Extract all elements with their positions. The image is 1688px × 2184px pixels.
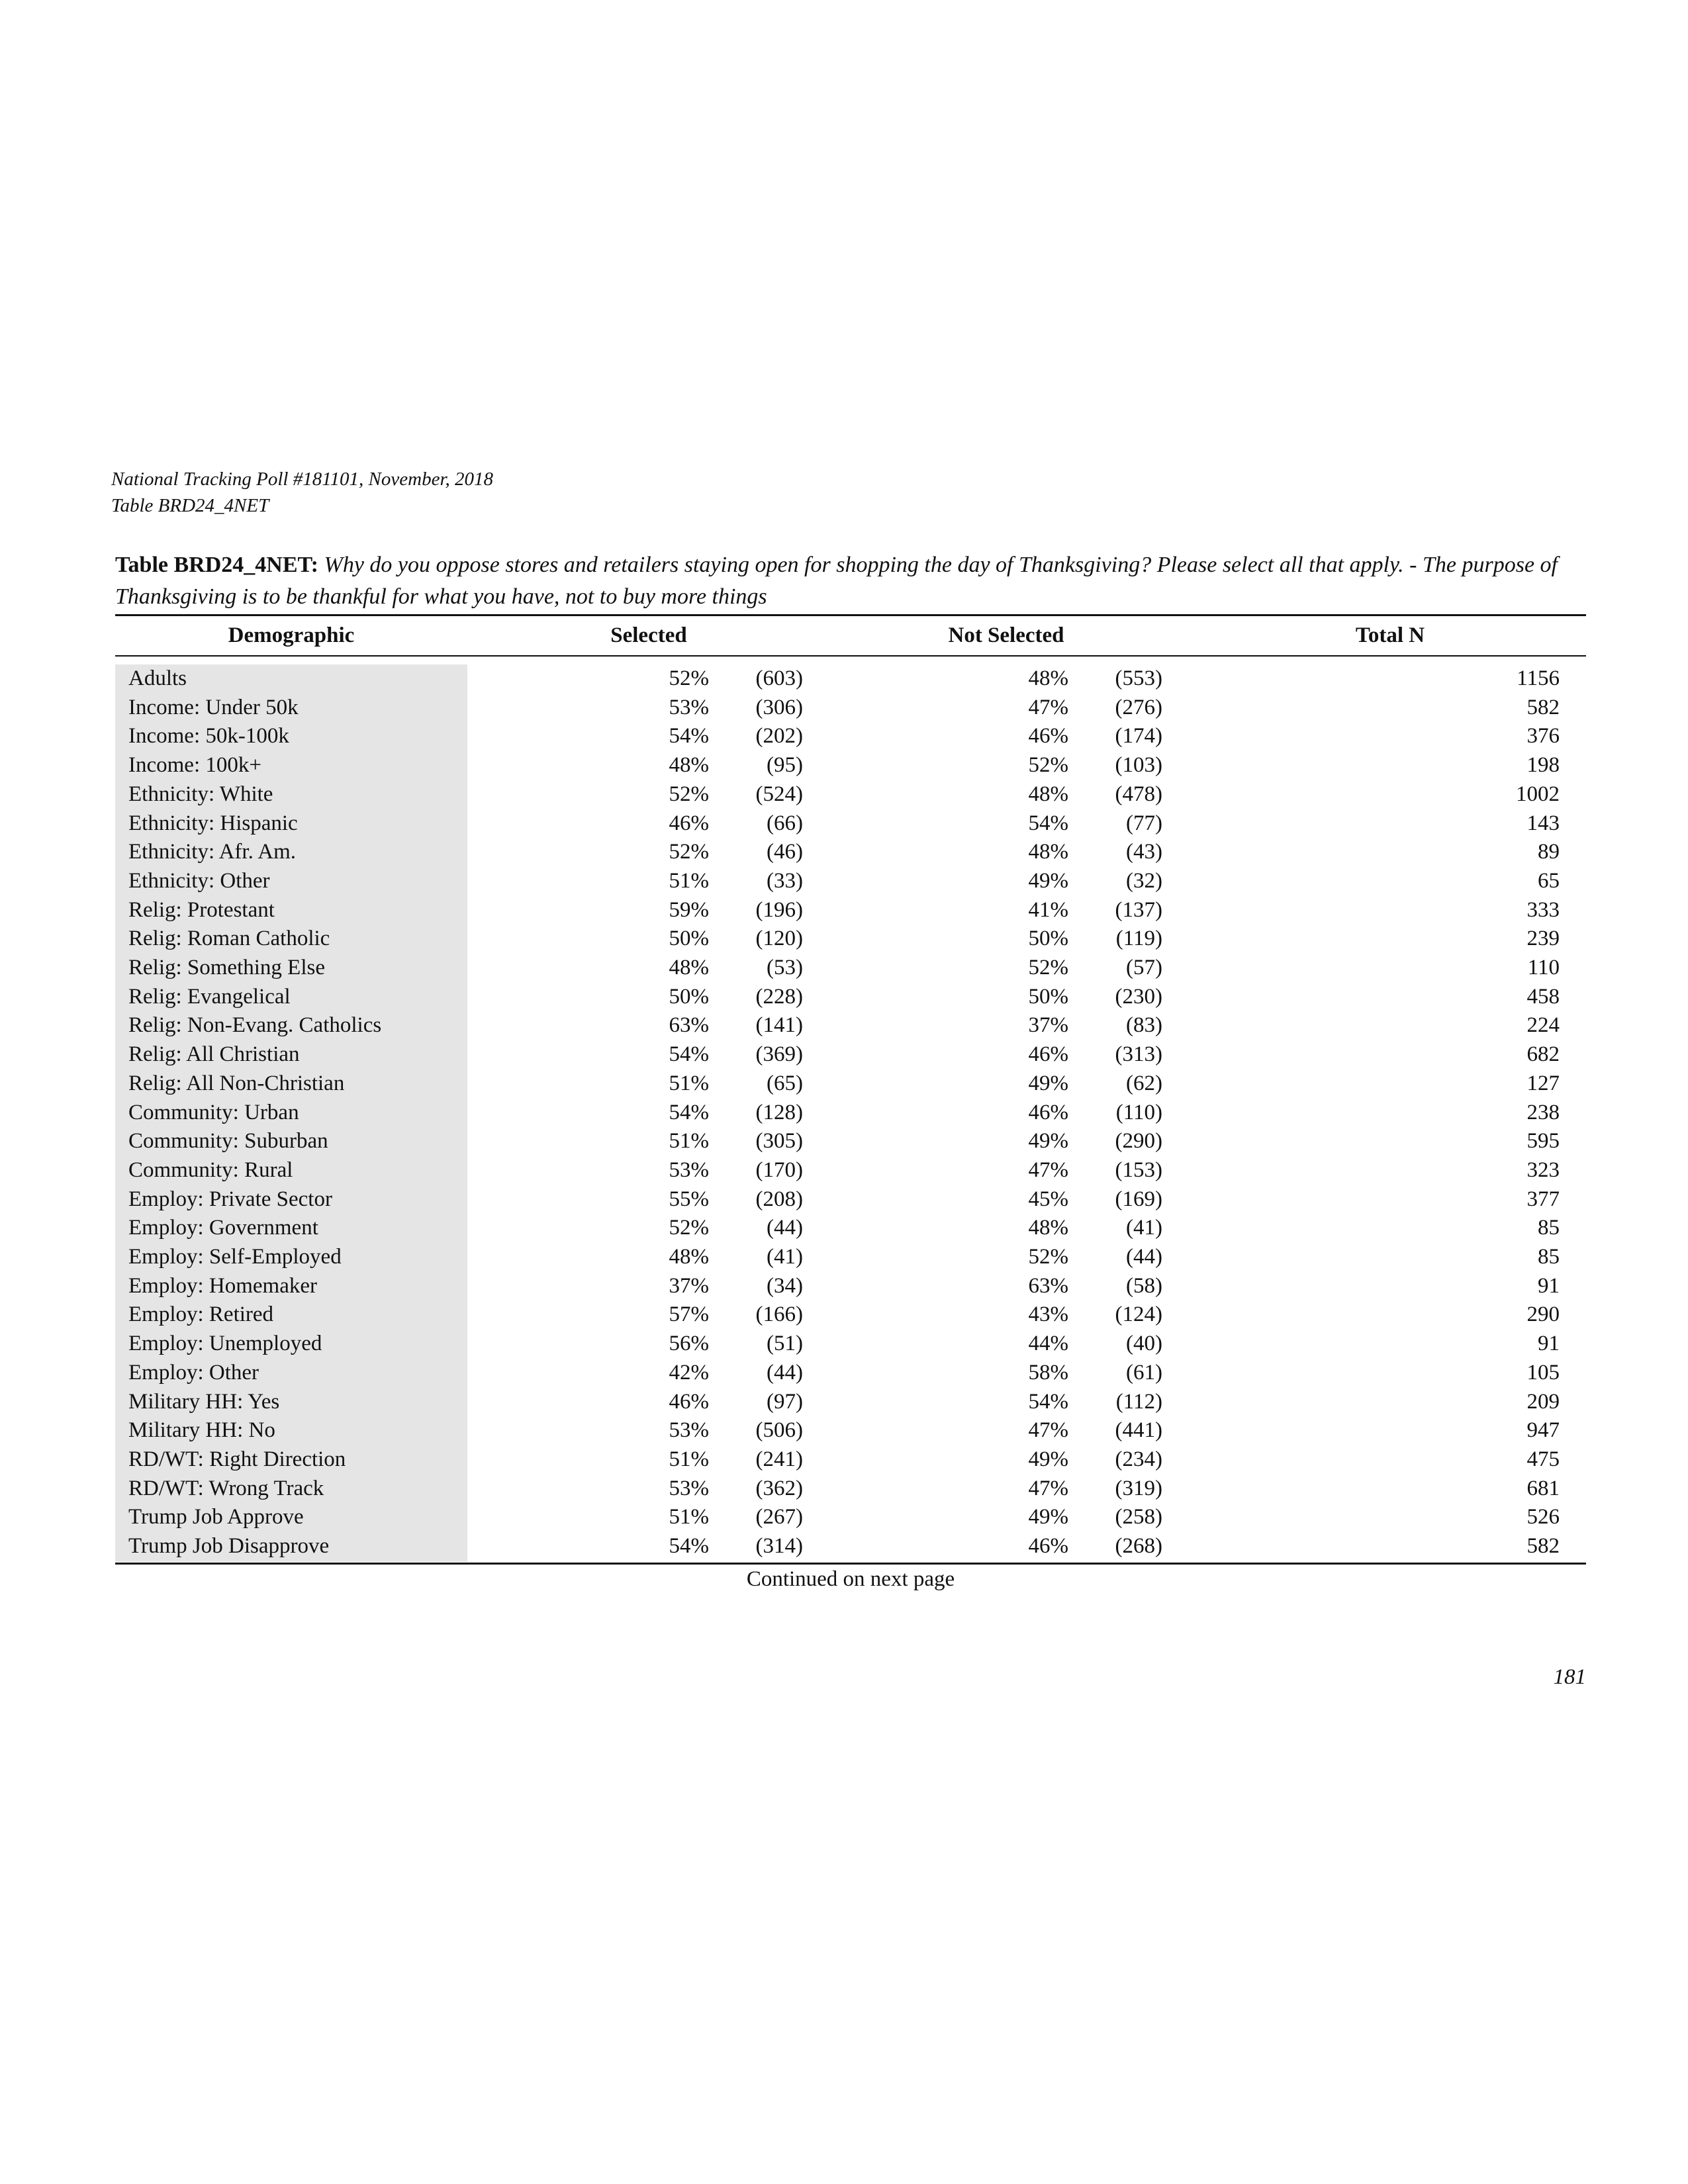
not-selected-count: (319)	[1115, 1476, 1162, 1500]
table-row	[115, 1503, 1586, 1532]
row-label: Community: Suburban	[128, 1129, 328, 1154]
row-label: Income: 50k-100k	[128, 724, 289, 749]
not-selected-percent: 45%	[1028, 1187, 1068, 1211]
selected-count: (369)	[755, 1042, 803, 1067]
row-label: Ethnicity: White	[128, 782, 273, 806]
row-label: Employ: Other	[128, 1360, 259, 1385]
selected-percent: 54%	[669, 1534, 709, 1558]
total-n: 475	[1526, 1447, 1560, 1471]
row-label: Income: 100k+	[128, 753, 261, 778]
total-n: 224	[1526, 1013, 1560, 1038]
selected-percent: 50%	[669, 927, 709, 951]
selected-percent: 52%	[669, 840, 709, 864]
total-n: 238	[1526, 1100, 1560, 1124]
row-label: Employ: Self-Employed	[128, 1245, 342, 1269]
selected-percent: 53%	[669, 1476, 709, 1500]
total-n: 89	[1538, 840, 1560, 864]
selected-percent: 46%	[669, 1389, 709, 1414]
not-selected-count: (230)	[1115, 984, 1162, 1009]
selected-count: (208)	[755, 1187, 803, 1211]
not-selected-count: (83)	[1126, 1013, 1162, 1038]
not-selected-percent: 48%	[1028, 666, 1068, 690]
not-selected-percent: 47%	[1028, 1476, 1068, 1500]
selected-percent: 51%	[669, 1505, 709, 1529]
selected-count: (65)	[767, 1071, 803, 1095]
caption-label: Table BRD24_4NET:	[115, 553, 318, 577]
selected-percent: 55%	[669, 1187, 709, 1211]
row-label: Adults	[128, 666, 187, 690]
running-head	[111, 466, 493, 519]
table-row	[115, 1214, 1586, 1243]
not-selected-percent: 47%	[1028, 1158, 1068, 1182]
selected-count: (41)	[767, 1245, 803, 1269]
table-row	[115, 1069, 1586, 1099]
not-selected-percent: 48%	[1028, 782, 1068, 806]
selected-percent: 52%	[669, 782, 709, 806]
not-selected-percent: 47%	[1028, 1418, 1068, 1443]
selected-percent: 48%	[669, 753, 709, 778]
total-n: 582	[1526, 695, 1560, 719]
selected-percent: 50%	[669, 984, 709, 1009]
selected-percent: 59%	[669, 897, 709, 922]
row-label: Trump Job Disapprove	[128, 1534, 330, 1558]
header-rule	[115, 655, 1586, 657]
not-selected-count: (62)	[1126, 1071, 1162, 1095]
not-selected-count: (119)	[1115, 927, 1162, 951]
total-n: 209	[1526, 1389, 1560, 1414]
not-selected-percent: 47%	[1028, 695, 1068, 719]
row-label: Community: Rural	[128, 1158, 293, 1182]
selected-count: (362)	[755, 1476, 803, 1500]
row-label: Relig: Protestant	[128, 897, 275, 922]
selected-count: (202)	[755, 724, 803, 749]
not-selected-count: (553)	[1115, 666, 1162, 690]
row-label: Ethnicity: Afr. Am.	[128, 840, 296, 864]
table-row	[115, 1156, 1586, 1185]
table-row	[115, 838, 1586, 867]
total-n: 198	[1526, 753, 1560, 778]
table-caption	[115, 549, 1586, 613]
not-selected-percent: 49%	[1028, 1505, 1068, 1529]
total-n: 91	[1538, 1332, 1560, 1356]
selected-percent: 46%	[669, 811, 709, 835]
selected-count: (314)	[755, 1534, 803, 1558]
table-row	[115, 1011, 1586, 1040]
total-n: 290	[1526, 1302, 1560, 1327]
row-label: Community: Urban	[128, 1100, 299, 1124]
row-label: RD/WT: Right Direction	[128, 1447, 346, 1471]
not-selected-percent: 44%	[1028, 1332, 1068, 1356]
total-n: 377	[1526, 1187, 1560, 1211]
row-label: Relig: All Christian	[128, 1042, 300, 1067]
selected-percent: 63%	[669, 1013, 709, 1038]
not-selected-count: (110)	[1115, 1100, 1162, 1124]
not-selected-count: (61)	[1126, 1360, 1162, 1385]
selected-percent: 51%	[669, 1447, 709, 1471]
row-label: Military HH: No	[128, 1418, 275, 1443]
not-selected-percent: 52%	[1028, 753, 1068, 778]
total-n: 1002	[1516, 782, 1560, 806]
selected-count: (306)	[755, 695, 803, 719]
not-selected-percent: 46%	[1028, 1042, 1068, 1067]
running-head-table-id: Table BRD24_4NET	[111, 495, 269, 516]
row-label: Employ: Private Sector	[128, 1187, 332, 1211]
total-n: 582	[1526, 1534, 1560, 1558]
total-n: 323	[1526, 1158, 1560, 1182]
not-selected-percent: 48%	[1028, 1216, 1068, 1240]
total-n: 143	[1526, 811, 1560, 835]
table-row	[115, 809, 1586, 839]
total-n: 376	[1526, 724, 1560, 749]
selected-percent: 42%	[669, 1360, 709, 1385]
caption-text: Why do you oppose stores and retailers staying open for shopping the day of Thanksgiving? Please select all that apply. - The purpose of Thanksgiving is to be thankful for what you have, not to buy more things	[115, 553, 1558, 609]
selected-count: (128)	[755, 1100, 803, 1124]
row-label: Relig: Non-Evang. Catholics	[128, 1013, 382, 1038]
header-demographic: Demographic	[228, 623, 355, 647]
selected-count: (267)	[755, 1505, 803, 1529]
not-selected-percent: 63%	[1028, 1273, 1068, 1298]
not-selected-percent: 49%	[1028, 868, 1068, 893]
selected-percent: 54%	[669, 724, 709, 749]
selected-percent: 53%	[669, 695, 709, 719]
row-label: Military HH: Yes	[128, 1389, 280, 1414]
selected-count: (44)	[767, 1216, 803, 1240]
row-label: Ethnicity: Hispanic	[128, 811, 298, 835]
continued-note: Continued on next page	[746, 1567, 955, 1591]
table-row	[115, 983, 1586, 1012]
selected-percent: 51%	[669, 1129, 709, 1154]
total-n: 65	[1538, 868, 1560, 893]
table-row	[115, 954, 1586, 983]
not-selected-count: (57)	[1126, 956, 1162, 979]
table-row	[115, 1445, 1586, 1475]
not-selected-count: (77)	[1126, 811, 1162, 835]
running-head-title: National Tracking Poll #181101, November, 2018	[111, 469, 494, 490]
table-row	[115, 1243, 1586, 1272]
selected-percent: 52%	[669, 666, 709, 690]
not-selected-percent: 46%	[1028, 1100, 1068, 1124]
row-label: Employ: Unemployed	[128, 1332, 322, 1356]
not-selected-percent: 46%	[1028, 724, 1068, 749]
row-label: Trump Job Approve	[128, 1505, 304, 1529]
not-selected-percent: 50%	[1028, 984, 1068, 1009]
selected-percent: 53%	[669, 1418, 709, 1443]
not-selected-percent: 52%	[1028, 1245, 1068, 1269]
not-selected-count: (153)	[1115, 1158, 1162, 1182]
selected-count: (46)	[767, 840, 803, 864]
not-selected-count: (137)	[1115, 897, 1162, 922]
total-n: 85	[1538, 1245, 1560, 1269]
table-row	[115, 694, 1586, 723]
selected-count: (196)	[755, 897, 803, 922]
table-row	[115, 1127, 1586, 1156]
row-label: Employ: Government	[128, 1216, 318, 1240]
not-selected-count: (441)	[1115, 1418, 1162, 1443]
not-selected-count: (313)	[1115, 1042, 1162, 1067]
selected-percent: 51%	[669, 868, 709, 893]
not-selected-count: (40)	[1126, 1332, 1162, 1356]
table-top-rule	[115, 614, 1586, 616]
selected-count: (241)	[755, 1447, 803, 1471]
not-selected-percent: 58%	[1028, 1360, 1068, 1385]
selected-count: (120)	[755, 927, 803, 951]
not-selected-percent: 48%	[1028, 840, 1068, 864]
selected-count: (524)	[755, 782, 803, 806]
selected-count: (44)	[767, 1360, 803, 1385]
not-selected-count: (32)	[1126, 868, 1162, 893]
selected-count: (603)	[755, 666, 803, 690]
selected-count: (228)	[755, 984, 803, 1009]
not-selected-count: (174)	[1115, 724, 1162, 749]
table-row	[115, 1099, 1586, 1128]
not-selected-count: (258)	[1115, 1505, 1162, 1529]
total-n: 458	[1526, 984, 1560, 1009]
header-not-selected: Not Selected	[948, 623, 1064, 647]
row-label: Relig: Roman Catholic	[128, 927, 330, 951]
total-n: 105	[1526, 1360, 1560, 1385]
selected-count: (305)	[755, 1129, 803, 1154]
table-row	[115, 751, 1586, 780]
not-selected-percent: 37%	[1028, 1013, 1068, 1038]
header-total-n: Total N	[1355, 623, 1425, 647]
total-n: 947	[1526, 1418, 1560, 1443]
table-row	[115, 1475, 1586, 1504]
selected-percent: 52%	[669, 1216, 709, 1240]
total-n: 239	[1526, 927, 1560, 951]
header-selected: Selected	[610, 623, 687, 647]
not-selected-percent: 49%	[1028, 1071, 1068, 1095]
not-selected-count: (103)	[1115, 753, 1162, 778]
selected-count: (170)	[755, 1158, 803, 1182]
not-selected-count: (124)	[1115, 1302, 1162, 1327]
not-selected-percent: 54%	[1028, 811, 1068, 835]
total-n: 526	[1526, 1505, 1560, 1529]
total-n: 127	[1526, 1071, 1560, 1095]
total-n: 681	[1526, 1476, 1560, 1500]
table-row	[115, 664, 1586, 694]
not-selected-percent: 49%	[1028, 1447, 1068, 1471]
table-row	[115, 1040, 1586, 1069]
total-n: 1156	[1517, 666, 1560, 690]
not-selected-count: (169)	[1115, 1187, 1162, 1211]
table-row	[115, 1416, 1586, 1445]
not-selected-percent: 50%	[1028, 927, 1068, 951]
total-n: 595	[1526, 1129, 1560, 1154]
row-label: Relig: Something Else	[128, 956, 325, 979]
not-selected-count: (234)	[1115, 1447, 1162, 1471]
row-label: Income: Under 50k	[128, 695, 299, 719]
selected-percent: 54%	[669, 1100, 709, 1124]
selected-count: (95)	[767, 753, 803, 778]
selected-count: (51)	[767, 1332, 803, 1356]
not-selected-count: (43)	[1126, 840, 1162, 864]
selected-count: (53)	[767, 956, 803, 979]
not-selected-count: (112)	[1115, 1389, 1162, 1414]
table-row	[115, 1330, 1586, 1359]
selected-count: (33)	[767, 868, 803, 893]
not-selected-count: (58)	[1126, 1273, 1162, 1298]
selected-percent: 51%	[669, 1071, 709, 1095]
selected-percent: 48%	[669, 1245, 709, 1269]
not-selected-count: (268)	[1115, 1534, 1162, 1558]
table-row	[115, 1532, 1586, 1561]
selected-count: (97)	[767, 1389, 803, 1414]
selected-percent: 56%	[669, 1332, 709, 1356]
total-n: 682	[1526, 1042, 1560, 1067]
table-row	[115, 867, 1586, 896]
table-row	[115, 780, 1586, 809]
not-selected-count: (41)	[1126, 1216, 1162, 1240]
table-row	[115, 1272, 1586, 1301]
selected-percent: 54%	[669, 1042, 709, 1067]
total-n: 91	[1538, 1273, 1560, 1298]
table-row	[115, 1359, 1586, 1388]
selected-percent: 48%	[669, 956, 709, 979]
not-selected-count: (478)	[1115, 782, 1162, 806]
table-row	[115, 722, 1586, 751]
not-selected-percent: 41%	[1028, 897, 1068, 922]
table-row	[115, 925, 1586, 954]
selected-count: (141)	[755, 1013, 803, 1038]
total-n: 110	[1527, 956, 1560, 979]
total-n: 85	[1538, 1216, 1560, 1240]
table-row	[115, 1185, 1586, 1214]
selected-count: (166)	[755, 1302, 803, 1327]
table-row	[115, 1300, 1586, 1330]
table-row	[115, 896, 1586, 925]
row-label: RD/WT: Wrong Track	[128, 1476, 324, 1500]
not-selected-percent: 54%	[1028, 1389, 1068, 1414]
not-selected-percent: 43%	[1028, 1302, 1068, 1327]
row-label: Relig: Evangelical	[128, 984, 291, 1009]
row-label: Ethnicity: Other	[128, 868, 270, 893]
selected-percent: 37%	[669, 1273, 709, 1298]
selected-percent: 53%	[669, 1158, 709, 1182]
table-row	[115, 1388, 1586, 1417]
not-selected-percent: 49%	[1028, 1129, 1068, 1154]
not-selected-count: (290)	[1115, 1129, 1162, 1154]
not-selected-count: (276)	[1115, 695, 1162, 719]
not-selected-count: (44)	[1126, 1245, 1162, 1269]
selected-count: (34)	[767, 1273, 803, 1298]
row-label: Relig: All Non-Christian	[128, 1071, 345, 1095]
selected-count: (66)	[767, 811, 803, 835]
total-n: 333	[1526, 897, 1560, 922]
row-label: Employ: Homemaker	[128, 1273, 318, 1298]
selected-count: (506)	[755, 1418, 803, 1443]
not-selected-percent: 52%	[1028, 956, 1068, 979]
not-selected-percent: 46%	[1028, 1534, 1068, 1558]
selected-percent: 57%	[669, 1302, 709, 1327]
page-number: 181	[1553, 1665, 1586, 1689]
row-label: Employ: Retired	[128, 1302, 274, 1327]
